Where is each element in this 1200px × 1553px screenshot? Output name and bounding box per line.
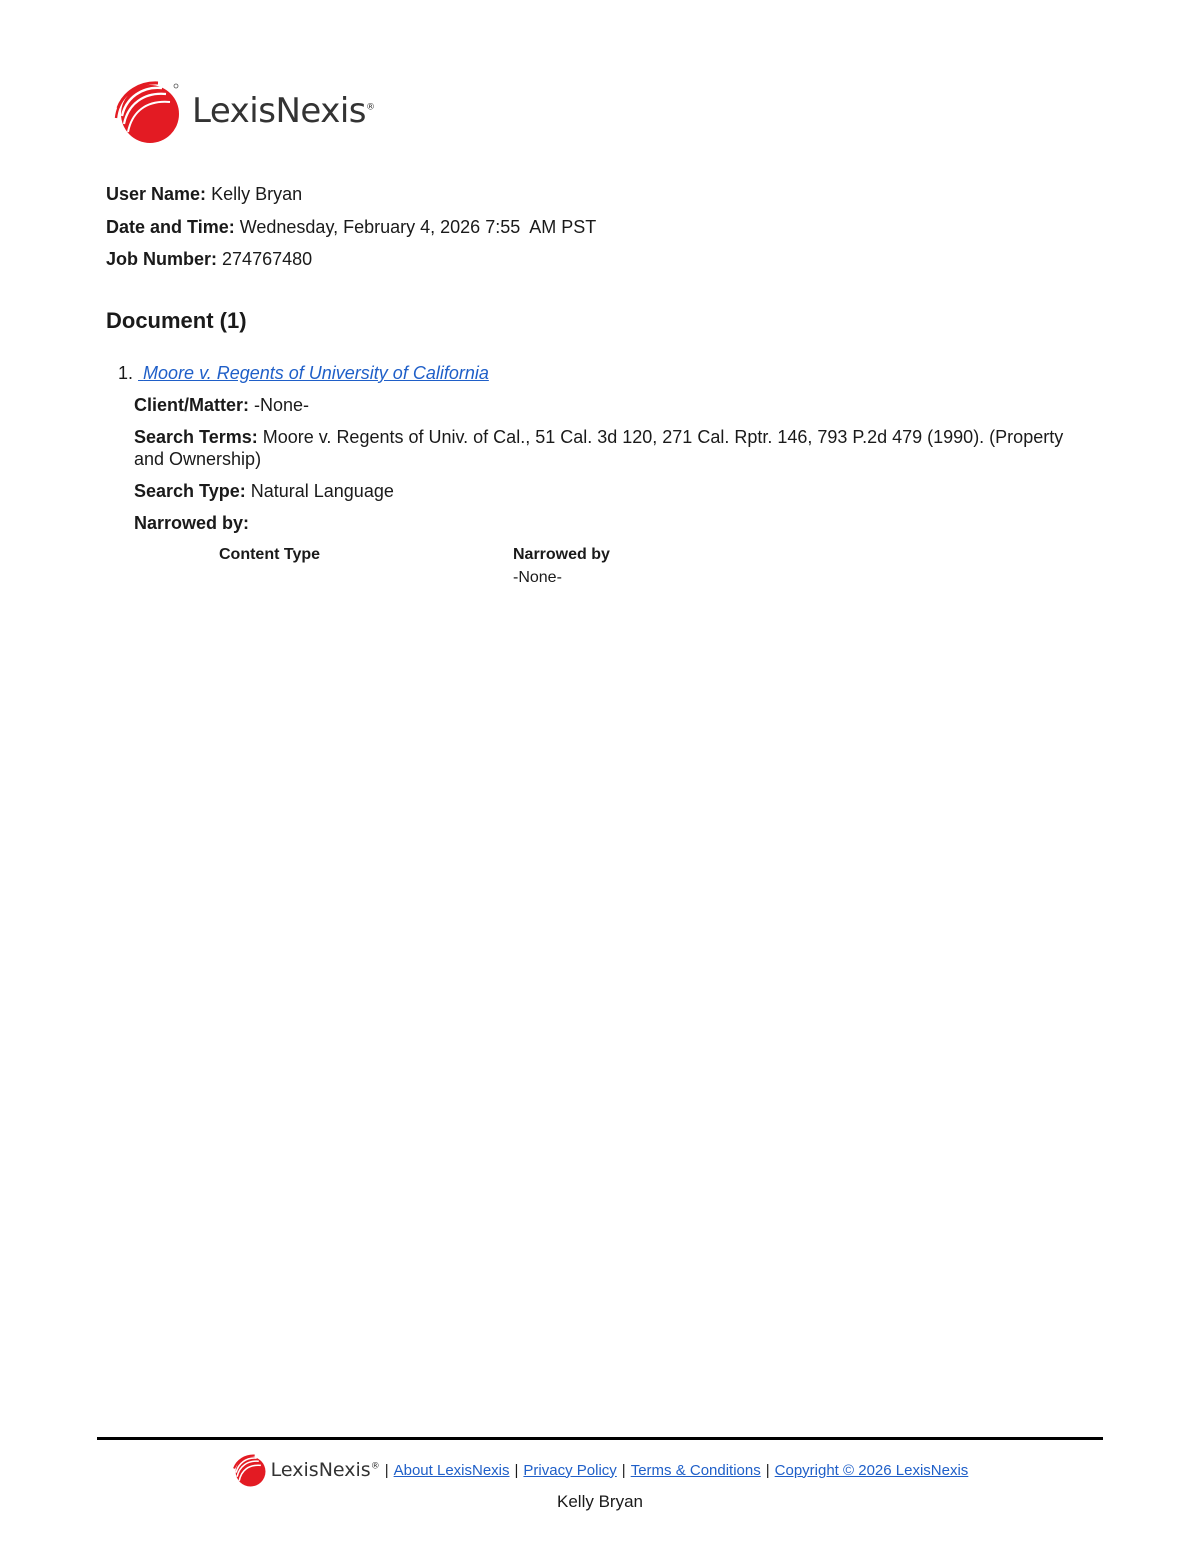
footer-separator: | [384,1461,389,1479]
date-time-row [106,211,596,244]
date-time-value: Wednesday, February 4, 2026 7:55 AM PST [239,216,597,237]
table-header-narrowed-by: Narrowed by [513,546,610,563]
footer [0,1453,1200,1487]
user-name-row [106,178,596,211]
search-type-value: Natural Language [250,481,394,501]
job-meta [106,178,596,276]
lexisnexis-logo [114,78,374,144]
document-number: 1. [118,363,134,383]
footer-separator: | [621,1461,626,1479]
user-name-value: Kelly Bryan [211,184,303,204]
job-number-label: Job Number: [106,249,218,269]
client-matter-label: Client/Matter: [134,395,250,415]
narrowed-by-column [513,543,610,589]
narrowed-by-row [134,512,1094,534]
search-terms-row [134,426,1094,470]
table-header-content-type: Content Type [219,546,321,563]
privacy-policy-link[interactable]: Privacy Policy [523,1461,617,1479]
footer-separator: | [765,1461,770,1479]
job-number-row [106,243,596,276]
search-terms-value: Moore v. Regents of Univ. of Cal., 51 Cal. 3d 120, 271 Cal. Rptr. 146, 793 P.2d 479 (1990). (Property and Ownership) [134,427,1064,469]
footer-brand-wordmark: LexisNexis® [270,1459,380,1481]
document-list-item [118,361,489,385]
terms-conditions-link[interactable]: Terms & Conditions [630,1461,761,1479]
narrowed-by-label: Narrowed by: [134,513,250,533]
client-matter-row [134,394,1094,416]
footer-separator: | [514,1461,519,1479]
table-cell-narrowed-by: -None- [513,569,562,586]
copyright-link[interactable]: Copyright © 2026 LexisNexis [774,1461,969,1479]
about-lexisnexis-link[interactable]: About LexisNexis [393,1461,510,1479]
document-heading: Document (1) [106,308,247,333]
content-type-column [219,543,320,566]
footer-user-name: Kelly Bryan [557,1492,643,1511]
date-time-label: Date and Time: [106,216,235,237]
document-details [134,394,1094,544]
lexisnexis-globe-icon [114,78,180,144]
user-name-label: User Name: [106,184,207,204]
job-number-value: 274767480 [222,249,313,269]
footer-divider [97,1437,1103,1440]
client-matter-value: -None- [254,395,310,415]
search-type-row [134,480,1094,502]
document-title-link[interactable]: Moore v. Regents of University of California [143,363,489,383]
lexisnexis-globe-icon [232,1453,266,1487]
search-terms-label: Search Terms: [134,427,258,447]
search-type-label: Search Type: [134,481,246,501]
brand-wordmark: LexisNexis® [192,91,375,131]
